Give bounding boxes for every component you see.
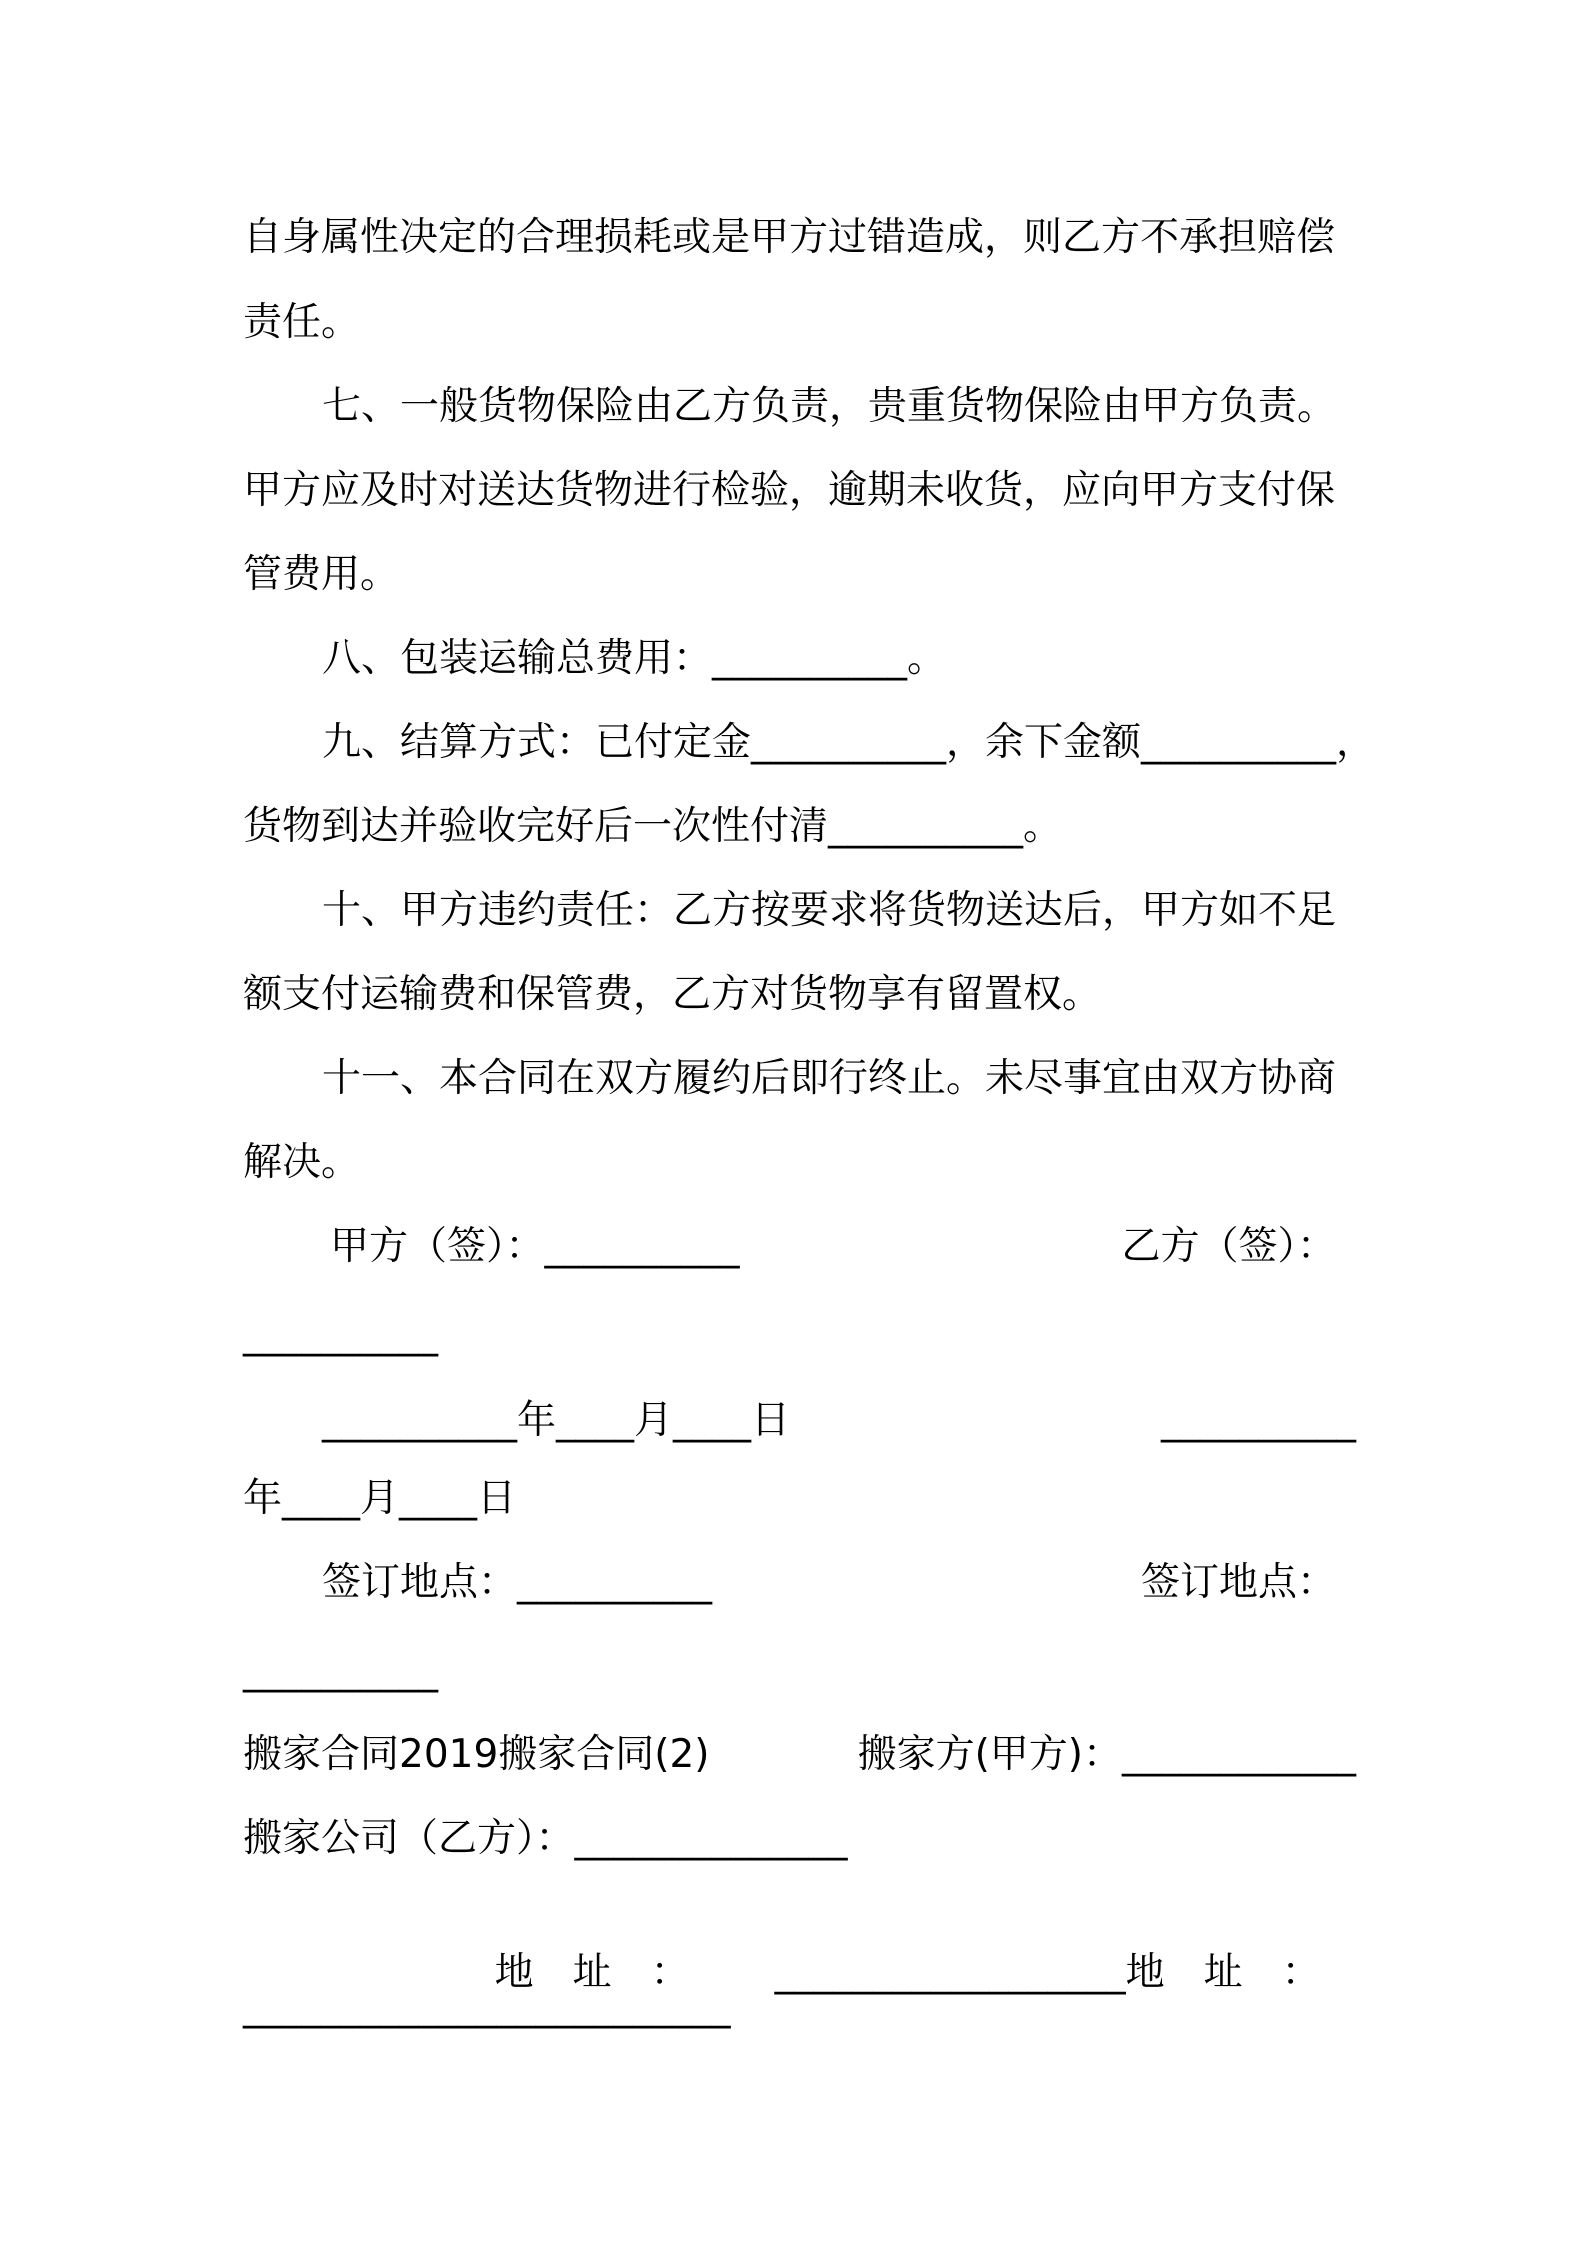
next-contract-title: 搬家合同2019搬家合同(2) [243,1732,710,1777]
paragraph-11-line-2: 解决。 [243,1140,361,1185]
address-label-a: 地 址 ： [494,1950,690,1995]
paragraph-6-line-1: 自身属性决定的合理损耗或是甲方过错造成，则乙方不承担赔偿 [243,215,1336,260]
party-a-signature: 甲方（签）：__________ [330,1224,740,1269]
paragraph-9-line-1: 九、结算方式：已付定金__________，余下金额__________， [322,720,1376,765]
address-label-b: 地 址 ： [1125,1950,1321,1995]
party-b-date-blank: __________ [1161,1398,1356,1443]
party-a-date: __________年____月____日 [322,1398,791,1443]
address-line [445,1898,1356,1995]
address-blank-a: __________________ [774,1950,1126,1995]
paragraph-8-line-1: 八、包装运输总费用：__________。 [322,636,947,681]
paragraph-7-line-2: 甲方应及时对送达货物进行检验，逾期未收货，应向甲方支付保 [243,468,1336,513]
paragraph-7-line-3: 管费用。 [243,552,400,597]
party-b-signing-place-blank: __________ [243,1648,438,1693]
moving-company-field: 搬家公司（乙方）：______________ [243,1816,848,1861]
party-b-signature-blank: __________ [243,1312,438,1357]
paragraph-10-line-2: 额支付运输费和保管费，乙方对货物享有留置权。 [243,972,1102,1017]
paragraph-11-line-1: 十一、本合同在双方履约后即行终止。未尽事宜由双方协商 [322,1056,1337,1101]
paragraph-9-line-2: 货物到达并验收完好后一次性付清__________。 [243,804,1063,849]
paragraph-6-line-2: 责任。 [243,300,361,345]
mover-party-field: 搬家方(甲方)：____________ [857,1732,1356,1777]
party-a-signing-place: 签订地点：__________ [322,1560,713,1605]
paragraph-10-line-1: 十、甲方违约责任：乙方按要求将货物送达后，甲方如不足 [322,888,1337,933]
party-b-signature: 乙方（签）： [1121,1224,1336,1269]
party-b-signing-place: 签订地点： [1140,1560,1336,1605]
address-blank-b: _________________________ [243,1984,731,2029]
paragraph-7-line-1: 七、一般货物保险由乙方负责，贵重货物保险由甲方负责。 [322,384,1337,429]
party-b-date: 年____月____日 [243,1476,517,1521]
